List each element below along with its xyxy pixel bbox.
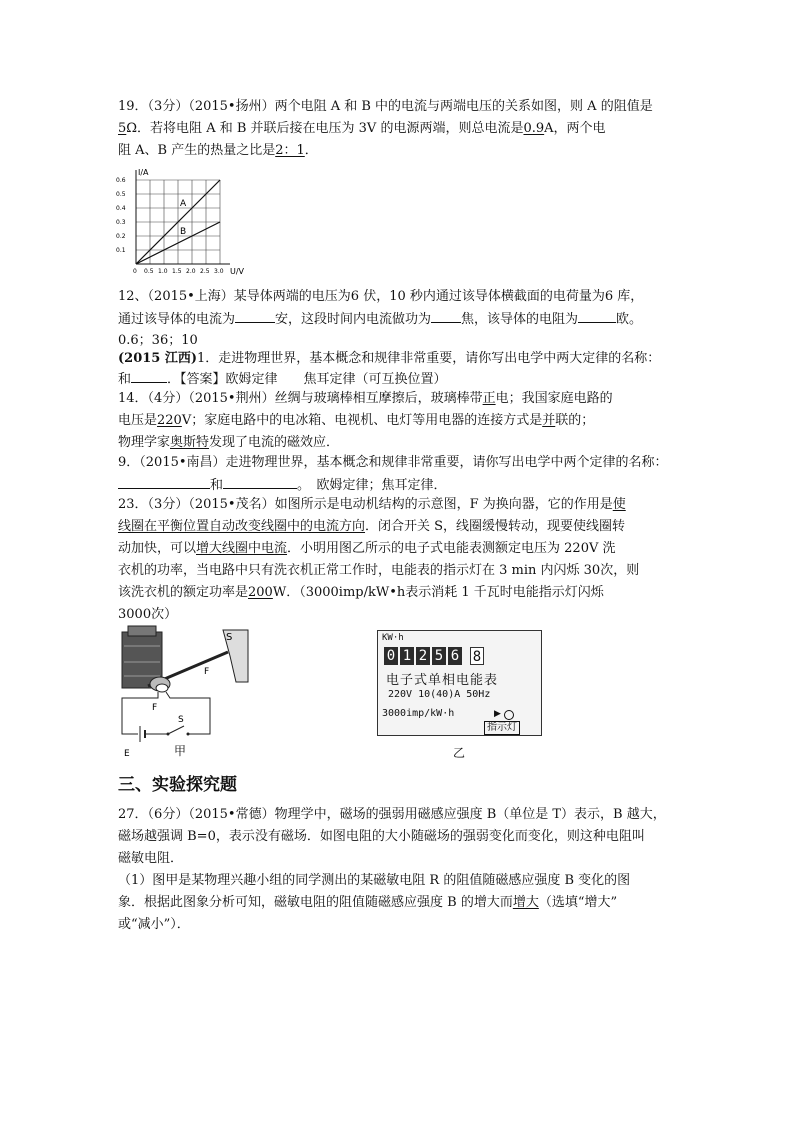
meter-imp: 3000imp/kW·h: [382, 708, 455, 719]
indicator-light-icon: [504, 710, 514, 720]
q23-text: 23．（3分）（2015•茂名）如图所示是电动机结构的示意图，F 为换向器，它的作用是: [118, 497, 613, 512]
y-tick-label: 0.6: [116, 177, 126, 184]
label-f-circuit: F: [152, 703, 158, 713]
commutator: [156, 684, 168, 692]
label-s-switch: S: [178, 715, 184, 725]
q14-text: 联的；: [555, 413, 595, 428]
motor-figure: [118, 622, 268, 762]
q23-text: ．小明用图乙所示的电子式电能表测额定电压为 220V 洗: [287, 541, 616, 556]
meter-spec: 220V 10(40)A 50Hz: [388, 689, 491, 700]
q27-text: （选填“增大”: [538, 895, 618, 910]
q14-text: 14．（4分）（2015•荆州）丝绸与玻璃棒相互摩擦后，玻璃棒带: [118, 391, 483, 406]
question-12: [118, 286, 678, 352]
question-14: [118, 388, 678, 454]
jx-source: (2015 江西): [118, 351, 198, 366]
section-title: 三、实验探究题: [118, 775, 237, 795]
q19-text: A，两个电: [544, 121, 606, 136]
q23-answer-part: 使: [612, 497, 626, 512]
q9-line-2: [118, 474, 678, 496]
q12-text: 焦，该导体的电阻为: [461, 312, 579, 327]
q14-answer-voltage: 220: [157, 413, 182, 428]
q14-line-3: [118, 432, 678, 454]
q12-blank-3: [578, 308, 616, 323]
q19-text: 阻 A、B 产生的热量之比是: [118, 143, 276, 158]
q23-answer-commutator: 线圈在平衡位置自动改变线圈中的电流方向: [118, 519, 366, 534]
q9-blank-2: [223, 474, 297, 489]
meter-digit: 5: [432, 647, 446, 665]
jx-blank: [131, 368, 167, 383]
q9-line-1: 9．（2015•南昌）走进物理世界，基本概念和规律非常重要，请你写出电学中两个定律的名称：: [118, 455, 668, 470]
iu-graph: [112, 166, 252, 278]
q12-text: 欧。: [616, 312, 643, 327]
energy-meter: [377, 630, 542, 736]
q12-line-2: [118, 308, 678, 330]
y-tick-label: 0.1: [116, 247, 126, 254]
q23-text: W．（3000imp/kW•h表示消耗 1 千瓦时电能指示灯闪烁: [272, 585, 604, 600]
circuit-wire: [166, 692, 210, 734]
q23-line-2: [118, 516, 678, 538]
q27-text: 象．根据此图象分析可知，磁敏电阻的阻值随磁感应强度 B 的增大而: [118, 895, 513, 910]
graph-xlabel: U/V: [230, 267, 245, 276]
x-tick-label: 0: [133, 268, 137, 275]
label-f-top: F: [204, 667, 210, 677]
label-s-magnet: S: [226, 632, 233, 643]
q14-text: 电压是: [118, 413, 158, 428]
q27-line-1: 27．（6分）（2015•常德）物理学中，磁场的强弱用磁感应强度 B（单位是 T）表示，B 越大，: [118, 807, 666, 822]
q27-line-3: 磁敏电阻．: [118, 851, 184, 866]
q14-text: 电；我国家庭电路的: [495, 391, 613, 406]
q12-blank-2: [431, 308, 461, 323]
q23-line-4: 衣机的功率，当电路中只有洗衣机正常工作时，电能表的指示灯在 3 min 内闪烁 30次，则: [118, 563, 640, 578]
q9-answer: 。 欧姆定律；焦耳定律．: [297, 478, 447, 493]
q23-line-5: [118, 582, 678, 604]
q14-line-2: [118, 410, 678, 432]
figure-yi-caption: 乙: [453, 746, 466, 760]
q14-answer-charge: 正: [482, 391, 496, 406]
q9-blank-1: [118, 474, 210, 489]
graph-ylabel: I/A: [138, 168, 149, 177]
question-9: [118, 452, 678, 496]
meter-digit: 1: [400, 647, 414, 665]
q12-blank-1: [235, 308, 275, 323]
question-27: [118, 804, 678, 936]
q23-line-6: 3000次）: [118, 607, 178, 622]
q14-answer-physicist: 奥斯特: [170, 435, 210, 450]
q12-line-1: 12、（2015•上海）某导体两端的电压为6 伏，10 秒内通过该导体横截面的电荷量为6 库，: [118, 289, 644, 304]
q14-answer-connection: 并: [542, 413, 556, 428]
q19-answer-ratio: 2：1: [275, 143, 305, 158]
q23-text: ．闭合开关 S，线圈缓慢转动，现要使线圈转: [365, 519, 626, 534]
q19-answer-current: 0.9: [523, 121, 545, 136]
q14-text: 发现了电流的磁效应．: [209, 435, 340, 450]
q9-text: 和: [210, 478, 224, 493]
q19-text: ．: [304, 143, 318, 158]
meter-digit: 0: [384, 647, 398, 665]
q19-text: Ω．若将电阻 A 和 B 并联后接在电压为 3V 的电源两端，则总电流是: [126, 121, 524, 136]
jx-text: 1．走进物理世界，基本概念和规律非常重要，请你写出电学中两大定律的名称：: [197, 351, 661, 366]
q19-line-2: [118, 118, 678, 140]
q23-line-1: [118, 494, 678, 516]
indicator-label: 指示灯: [484, 721, 520, 735]
q14-line-1: [118, 388, 678, 410]
q23-line-3: [118, 538, 678, 560]
meter-digit-decimal: 8: [470, 647, 484, 665]
meter-digit: 6: [448, 647, 462, 665]
meter-unit: KW·h: [382, 633, 404, 643]
q23-answer-speedup: 增大线圈中电流: [196, 541, 288, 556]
meter-digits: [384, 647, 484, 665]
q23-text: 该洗衣机的额定功率是: [118, 585, 249, 600]
q12-answer: 0.6；36；10: [118, 333, 198, 348]
graph-line-b-label: B: [180, 227, 187, 237]
x-tick-label: 3.0: [214, 268, 224, 275]
figure-jia-caption: 甲: [174, 744, 187, 758]
magnet-top: [128, 626, 156, 636]
q23-answer-power: 200: [248, 585, 273, 600]
q14-text: V；家庭电路中的电冰箱、电视机、电灯等用电器的连接方式是: [181, 413, 543, 428]
meter-digit: 2: [416, 647, 430, 665]
x-tick-label: 1.0: [158, 268, 168, 275]
y-tick-label: 0.3: [116, 219, 126, 226]
x-tick-label: 2.0: [186, 268, 196, 275]
play-triangle-icon: ▶: [494, 709, 501, 719]
label-e-battery: E: [124, 749, 130, 759]
x-tick-label: 1.5: [172, 268, 182, 275]
jx-answer: ．【答案】欧姆定律 焦耳定律（可互换位置）: [167, 372, 447, 387]
x-tick-label: 2.5: [200, 268, 210, 275]
q27-line-4: （1）图甲是某物理兴趣小组的同学测出的某磁敏电阻 R 的阻值随磁感应强度 B 变化的图: [118, 873, 631, 888]
q12-text: 通过该导体的电流为: [118, 312, 236, 327]
y-tick-label: 0.2: [116, 233, 126, 240]
switch-pivot: [167, 733, 170, 736]
q19-line-3: [118, 140, 678, 162]
q12-text: 安，这段时间内电流做功为: [275, 312, 432, 327]
question-19: [118, 96, 678, 162]
x-tick-label: 0.5: [144, 268, 154, 275]
switch-arm: [168, 726, 184, 734]
q14-text: 物理学家: [118, 435, 171, 450]
graph-line-a-label: A: [180, 199, 187, 209]
q19-line-1: 19．（3分）（2015•扬州）两个电阻 A 和 B 中的电流与两端电压的关系如图，则 A 的阻值是: [118, 99, 653, 114]
q19-answer-resistance: 5: [118, 121, 127, 136]
jx-line-2: [118, 368, 678, 390]
switch-contact: [187, 733, 190, 736]
jx-line-1: [118, 348, 678, 370]
q27-answer: 增大: [512, 895, 539, 910]
q27-line-6: 或“减小”）．: [118, 917, 190, 932]
y-tick-label: 0.5: [116, 191, 126, 198]
q27-line-5: [118, 892, 678, 914]
jx-text: 和: [118, 372, 132, 387]
q23-text: 动加快，可以: [118, 541, 197, 556]
q27-line-2: 磁场越强调 B=0，表示没有磁场．如图电阻的大小随磁场的强弱变化而变化，则这种电阻叫: [118, 829, 645, 844]
meter-name: 电子式单相电能表: [386, 673, 499, 688]
question-jiangxi: [118, 348, 678, 390]
question-23: [118, 494, 678, 626]
y-tick-label: 0.4: [116, 205, 126, 212]
